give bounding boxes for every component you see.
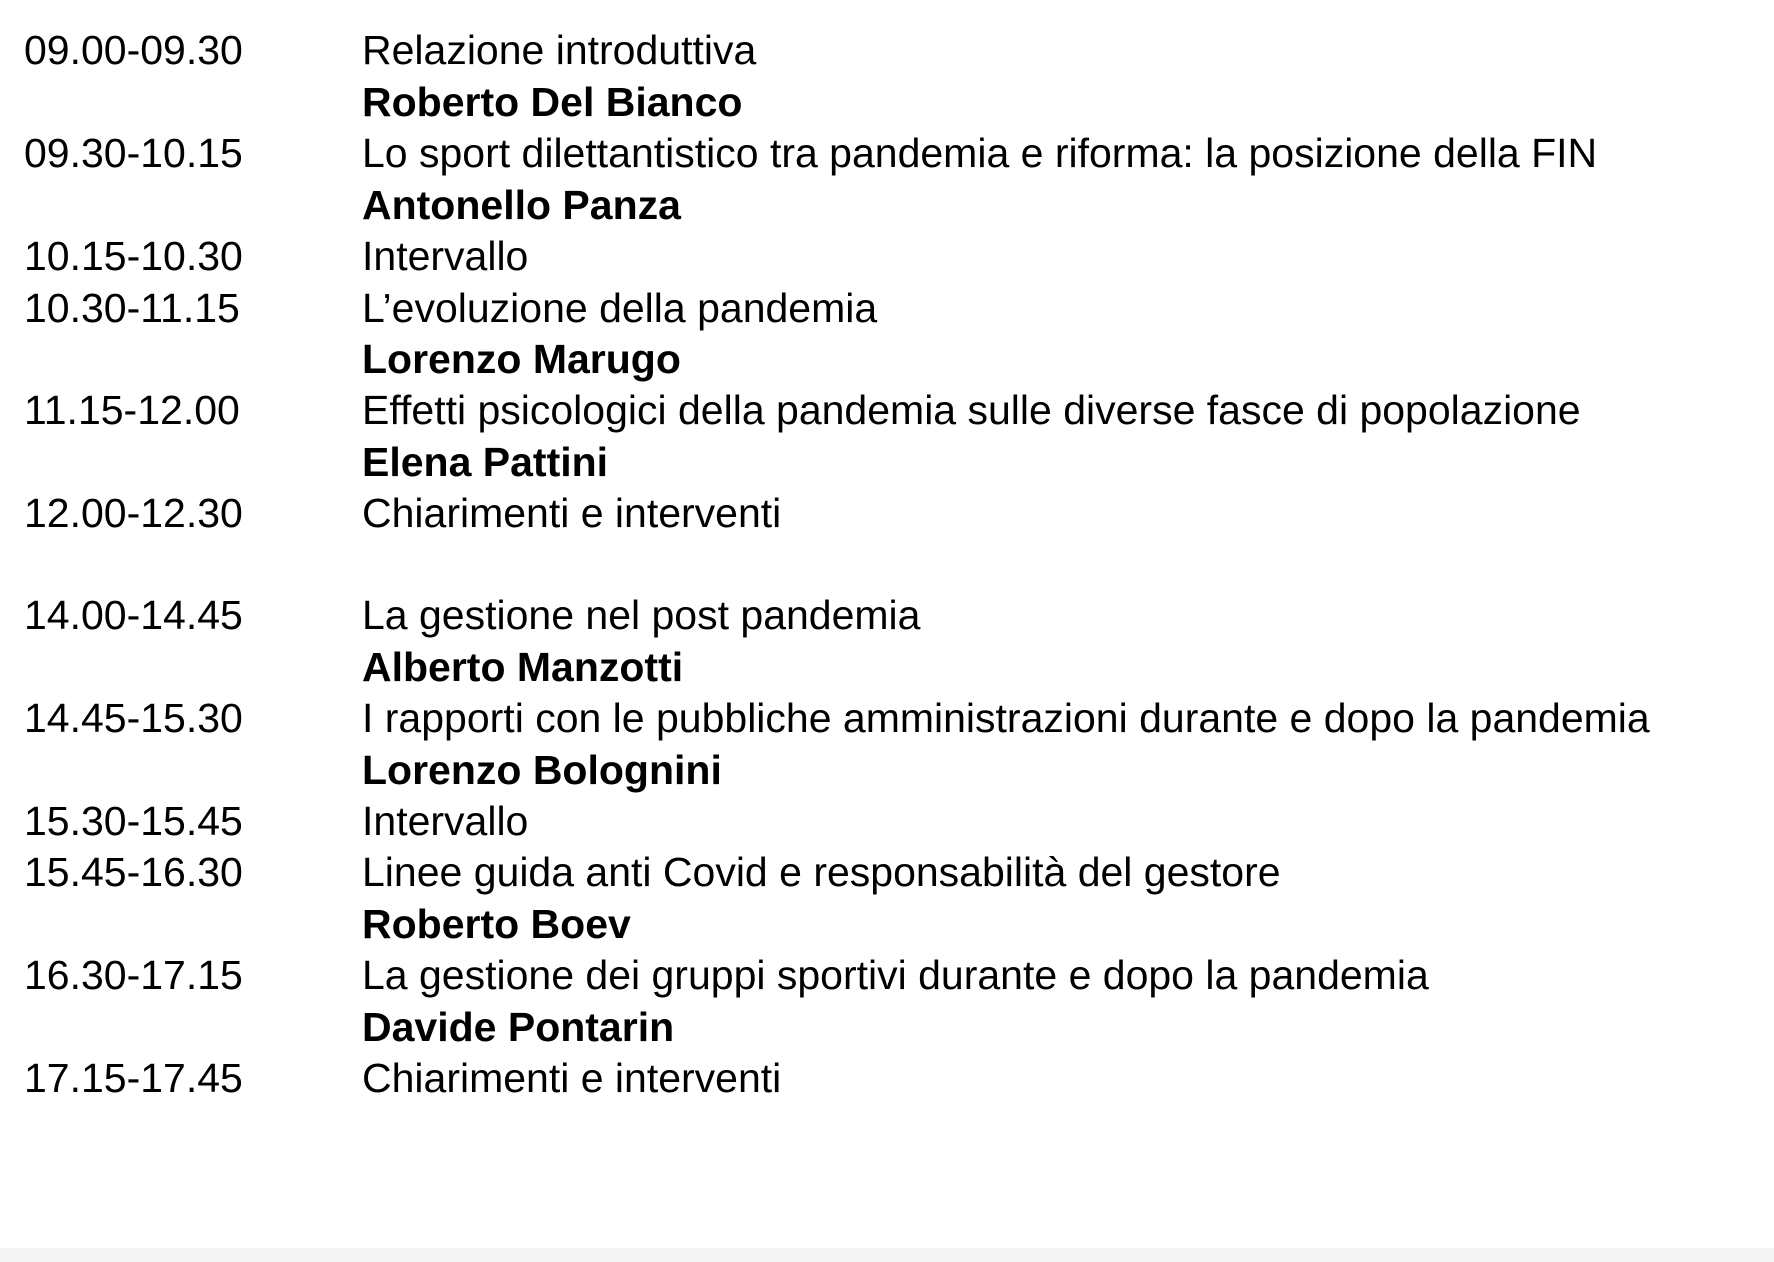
schedule-row (0, 689, 1774, 747)
time-slot: 15.45-16.30 (24, 849, 243, 895)
schedule-row (0, 381, 1774, 439)
session-title: Intervallo (362, 233, 529, 279)
session-title: La gestione dei gruppi sportivi durante e dopo la pandemia (362, 952, 1429, 998)
speaker-name: Antonello Panza (362, 182, 681, 228)
time-slot: 14.00-14.45 (24, 592, 243, 638)
session-title: Effetti psicologici della pandemia sulle diverse fasce di popolazione (362, 387, 1581, 433)
speaker-row (0, 638, 1774, 696)
session-title: Chiarimenti e interventi (362, 1055, 782, 1101)
schedule-row (0, 792, 1774, 850)
schedule-row (0, 843, 1774, 901)
schedule-row (0, 586, 1774, 644)
speaker-name: Roberto Boev (362, 901, 631, 947)
schedule-row (0, 484, 1774, 542)
speaker-name: Lorenzo Marugo (362, 336, 681, 382)
speaker-name: Elena Pattini (362, 439, 609, 485)
session-title: L’evoluzione della pandemia (362, 285, 878, 331)
speaker-row (0, 998, 1774, 1056)
time-slot: 17.15-17.45 (24, 1055, 243, 1101)
session-title: Lo sport dilettantistico tra pandemia e riforma: la posizione della FIN (362, 130, 1598, 176)
schedule-row (0, 227, 1774, 285)
session-title: Intervallo (362, 798, 529, 844)
session-title: Relazione introduttiva (362, 27, 757, 73)
speaker-name: Alberto Manzotti (362, 644, 684, 690)
time-slot: 16.30-17.15 (24, 952, 243, 998)
speaker-row (0, 895, 1774, 953)
speaker-row (0, 330, 1774, 388)
session-title: La gestione nel post pandemia (362, 592, 921, 638)
time-slot: 09.00-09.30 (24, 27, 243, 73)
schedule-row (0, 946, 1774, 1004)
speaker-row (0, 73, 1774, 131)
speaker-row (0, 741, 1774, 799)
time-slot: 11.15-12.00 (24, 387, 240, 433)
speaker-row (0, 433, 1774, 491)
session-title: Chiarimenti e interventi (362, 490, 782, 536)
session-title: I rapporti con le pubbliche amministrazioni durante e dopo la pandemia (362, 695, 1650, 741)
time-slot: 15.30-15.45 (24, 798, 243, 844)
page-bottom-edge (0, 1248, 1774, 1262)
schedule-row (0, 1049, 1774, 1107)
speaker-name: Roberto Del Bianco (362, 79, 743, 125)
time-slot: 12.00-12.30 (24, 490, 243, 536)
speaker-name: Davide Pontarin (362, 1004, 675, 1050)
speaker-name: Lorenzo Bolognini (362, 747, 722, 793)
time-slot: 10.30-11.15 (24, 285, 240, 331)
time-slot: 14.45-15.30 (24, 695, 243, 741)
time-slot: 10.15-10.30 (24, 233, 243, 279)
schedule-row (0, 21, 1774, 79)
schedule-row (0, 279, 1774, 337)
time-slot: 09.30-10.15 (24, 130, 243, 176)
session-title: Linee guida anti Covid e responsabilità del gestore (362, 849, 1281, 895)
schedule-row (0, 124, 1774, 182)
speaker-row (0, 176, 1774, 234)
